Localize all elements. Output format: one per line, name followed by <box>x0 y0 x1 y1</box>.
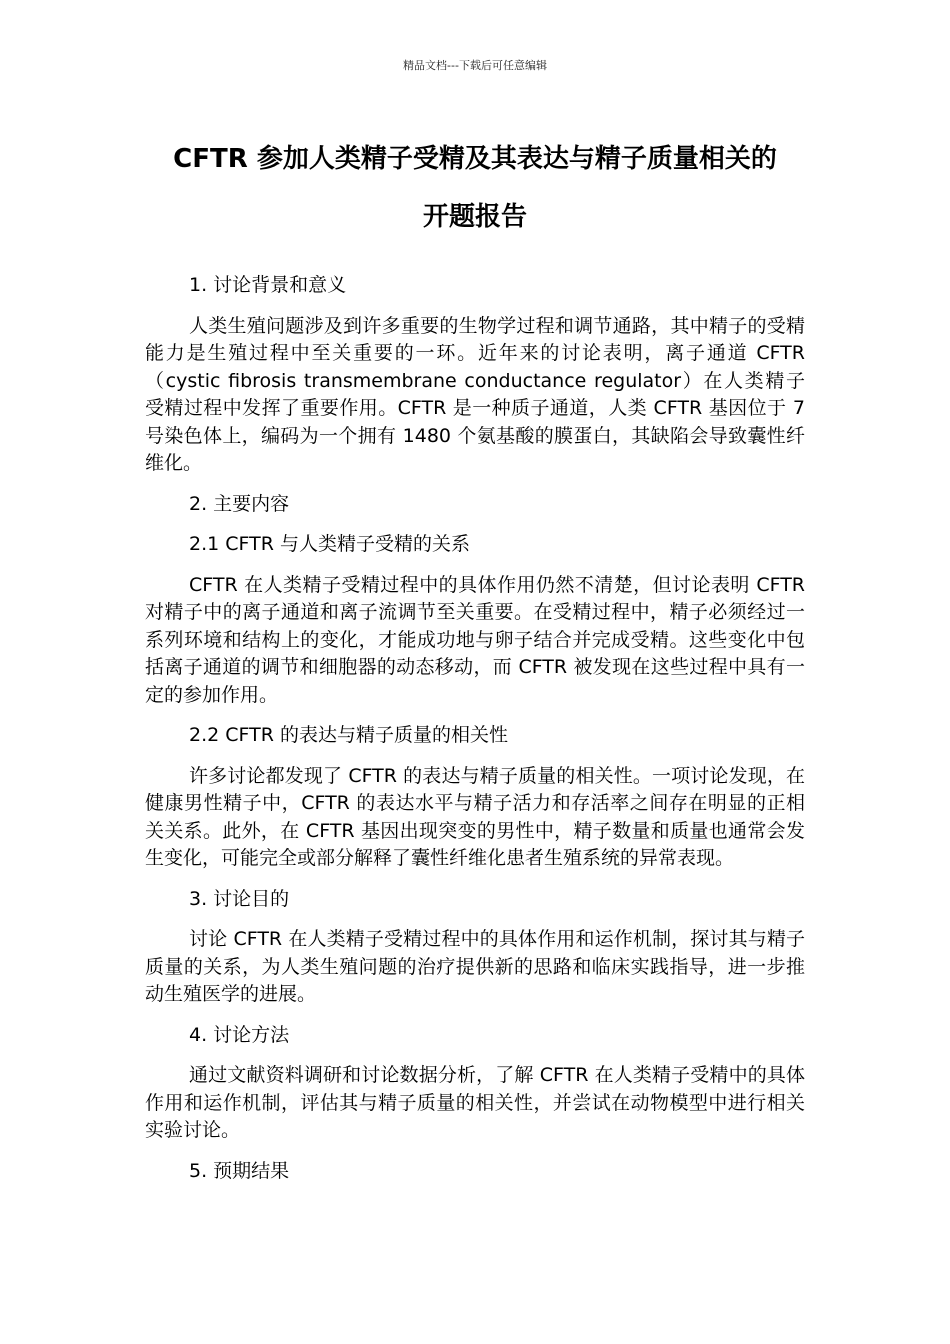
header-note: 精品文档---下载后可任意编辑 <box>403 59 547 72</box>
section-heading-3: 3. 讨论目的 <box>189 887 290 910</box>
title-line-1: CFTR 参加人类精子受精及其表达与精子质量相关的 <box>173 144 777 174</box>
document-title <box>130 130 820 246</box>
title-line-2: 开题报告 <box>422 202 527 232</box>
section-paragraph-3: 讨论 CFTR 在人类精子受精过程中的具体作用和运作机制，探讨其与精子质量的关系，为人类生殖问题的治疗提供新的思路和临床实践指导，进一步推动生殖医学的进展。 <box>145 928 805 1005</box>
section-heading-2-1: 2.1 CFTR 与人类精子受精的关系 <box>189 533 470 555</box>
section-heading-5: 5. 预期结果 <box>189 1159 290 1182</box>
section-heading-2-2: 2.2 CFTR 的表达与精子质量的相关性 <box>189 724 508 746</box>
section-paragraph-4: 通过文献资料调研和讨论数据分析，了解 CFTR 在人类精子受精中的具体作用和运作机制，评估其与精子质量的相关性，并尝试在动物模型中进行相关实验讨论。 <box>145 1064 805 1141</box>
section-paragraph-1: 人类生殖问题涉及到许多重要的生物学过程和调节通路，其中精子的受精能力是生殖过程中至关重要的一环。近年来的讨论表明，离子通道 CFTR（cystic fibrosis transmembrane conductance regulator）在人类精子受精过程中发挥了重要作用。CFTR 是一种质子通道，人类 CFTR 基因位于 7 号染色体上，编码为一个拥有 1480 个氨基酸的膜蛋白，其缺陷会导致囊性纤维化。 <box>145 314 805 474</box>
section-heading-2: 2. 主要内容 <box>189 492 290 515</box>
section-heading-1: 1. 讨论背景和意义 <box>189 274 347 296</box>
section-paragraph-2-2: 许多讨论都发现了 CFTR 的表达与精子质量的相关性。一项讨论发现，在健康男性精子中，CFTR 的表达水平与精子活力和存活率之间存在明显的正相关关系。此外，在 CFTR 基因出现突变的男性中，精子数量和质量也通常会发生变化，可能完全或部分解释了囊性纤维化患者生殖系统的异常表现。 <box>145 764 805 869</box>
section-heading-4: 4. 讨论方法 <box>189 1023 290 1046</box>
document-body <box>145 272 805 1198</box>
section-paragraph-2-1: CFTR 在人类精子受精过程中的具体作用仍然不清楚，但讨论表明 CFTR 对精子中的离子通道和离子流调节至关重要。在受精过程中，精子必须经过一系列环境和结构上的变化，才能成功地与卵子结合并完成受精。这些变化中包括离子通道的调节和细胞器的动态移动，而 CFTR 被发现在这些过程中具有一定的参加作用。 <box>145 573 805 706</box>
